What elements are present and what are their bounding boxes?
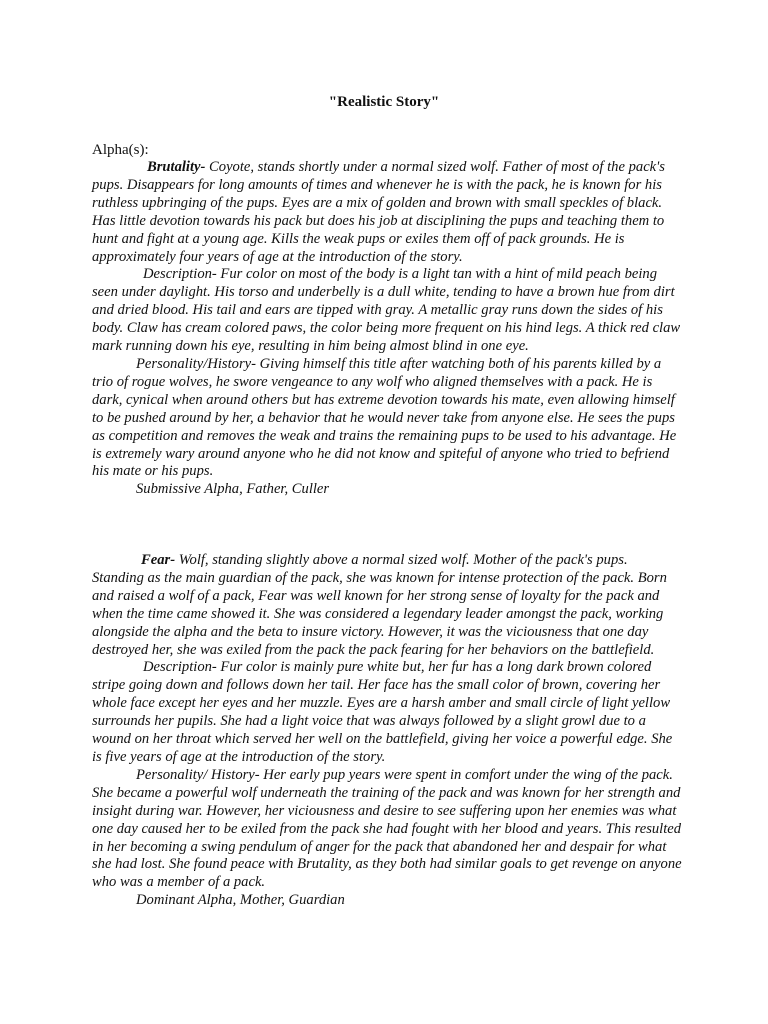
character-personality: Personality/ History- Her early pup years were spent in comfort under the wing of the pack. She became a powerful wolf underneath the training of the pack and was known for her strength and insight during war. However, her viciousness and desire to see suffering upon her enemies was what one day caused her to be exiled from the pack she had fought with her blood and years. This resulted in her becoming a swing pendulum of anger for the pack that abandoned her and despair for what she had lost. She found peace with Brutality, as they both had similar goals to get revenge on anyone who was a member of a pack.: [92, 766, 682, 891]
character-intro: Wolf, standing slightly above a normal sized wolf. Mother of the pack's pups. Standing as the main guardian of the pack, she was known for intense protection of the pack. Born and raised a wolf of a pack, Fear was well known for her strong sense of loyalty for the pack and when the time came showed it. She was considered a legendary leader amongst the pack, working alongside the alpha and the beta to insure victory. However, it was the viciousness that one day destroyed her, she was exiled from the pack the pack fearing for her behaviors on the battlefield.: [92, 552, 667, 658]
character-intro: Coyote, stands shortly under a normal sized wolf. Father of most of the pack's pups. Disappears for long amounts of times and whenever he is with the pack, he is known for his ruthless upbringing of the pups. Eyes are a mix of golden and brown with small speckles of black. Has little devotion towards his pack but does his job at disciplining the pups and teaching them to hunt and fight at a young age. Kills the weak pups or exiles them off of pack grounds. He is approximately four years of age at the introduction of the story.: [92, 159, 665, 265]
character-description: Description- Fur color on most of the body is a light tan with a hint of mild peach being seen under daylight. His torso and underbelly is a dull white, tending to have a brown hue from dirt and dried blood. His tail and ears are tipped with gray. A metallic gray runs down the sides of his body. Claw has cream colored paws, the color being more frequent on his hind legs. A thick red claw mark running down his eye, resulting in him being almost blind in one eye.: [92, 266, 681, 355]
character-block-fear: [92, 552, 682, 910]
character-name: Fear-: [141, 552, 176, 568]
character-block-brutality: [92, 159, 682, 499]
document-title: "Realistic Story": [328, 94, 440, 110]
character-intro-paragraph: [92, 159, 682, 266]
section-label-alphas: Alpha(s):: [92, 142, 149, 158]
character-roles: Submissive Alpha, Father, Culler: [136, 481, 330, 498]
character-personality: Personality/History- Giving himself this title after watching both of his parents killed by a trio of rogue wolves, he swore vengeance to any wolf who aligned themselves with a pack. He is dark, cynical when around others but has extreme devotion towards his mate, even allowing himself to be pushed around by her, a behavior that he would never take from anyone else. He sees the pups as competition and removes the weak and trains the remaining pups to be used to his advantage. He is extremely wary around anyone who he did not know and spiteful of anyone who tried to befriend his mate or his pups.: [92, 355, 677, 480]
character-name: Brutality-: [147, 159, 206, 175]
character-roles: Dominant Alpha, Mother, Guardian: [136, 892, 345, 909]
character-description: Description- Fur color is mainly pure white but, her fur has a long dark brown colored stripe going down and follows down her tail. Her face has the small color of brown, covering her whole face except her eyes and her muzzle. Eyes are a harsh amber and small circle of light yellow surrounds her pupils. She had a light voice that was always followed by a slight growl due to a wound on her throat which served her well on the battlefield, giving her voice a powerful edge. She is five years of age at the introduction of the story.: [92, 659, 673, 765]
character-intro-paragraph: [92, 552, 682, 659]
